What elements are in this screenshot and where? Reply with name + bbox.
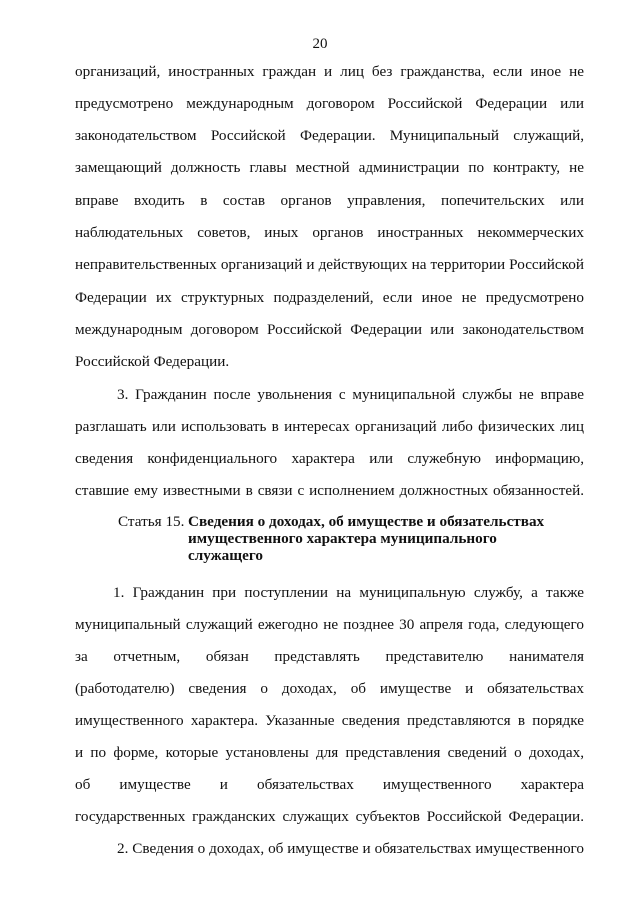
text-line: законодательством Российской Федерации. Муниципальный служащий, bbox=[75, 127, 584, 144]
text-line: сведения конфиденциального характера или служебную информацию, bbox=[75, 450, 584, 467]
text-line: (работодателю) сведения о доходах, об имуществе и обязательствах bbox=[75, 680, 584, 697]
text-line: 3. Гражданин после увольнения с муниципальной службы не вправе bbox=[117, 386, 584, 403]
text-line: неправительственных организаций и действующих на территории Российской bbox=[75, 256, 584, 273]
text-line: Федерации их структурных подразделений, если иное не предусмотрено bbox=[75, 289, 584, 306]
article-number: Статья 15. bbox=[118, 513, 185, 530]
text-line: предусмотрено международным договором Российской Федерации или bbox=[75, 95, 584, 112]
text-line: Российской Федерации. bbox=[75, 353, 230, 370]
text-line: разглашать или использовать в интересах организаций либо физических лиц bbox=[75, 418, 584, 435]
article-title bbox=[188, 513, 588, 564]
text-line: за отчетным, обязан представлять представителю нанимателя bbox=[75, 648, 584, 665]
text-line: 2. Сведения о доходах, об имуществе и обязательствах имущественного bbox=[117, 840, 584, 857]
text-line: организаций, иностранных граждан и лиц без гражданства, если иное не bbox=[75, 63, 584, 80]
text-line: международным договором Российской Федерации или законодательством bbox=[75, 321, 584, 338]
text-line: и по форме, которые установлены для представления сведений о доходах, bbox=[75, 744, 584, 761]
text-line: вправе входить в состав органов управления, попечительских или bbox=[75, 192, 584, 209]
text-line: замещающий должность главы местной администрации по контракту, не bbox=[75, 159, 584, 176]
text-line: об имуществе и обязательствах имущественного характера bbox=[75, 776, 584, 793]
text-line: наблюдательных советов, иных органов иностранных некоммерческих bbox=[75, 224, 584, 241]
text-line: муниципальный служащий ежегодно не позднее 30 апреля года, следующего bbox=[75, 616, 584, 633]
text-line: имущественного характера. Указанные сведения представляются в порядке bbox=[75, 712, 584, 729]
text-line: ставшие ему известными в связи с исполнением должностных обязанностей. bbox=[75, 482, 584, 499]
article-title-line: Сведения о доходах, об имуществе и обязательствах bbox=[188, 513, 545, 530]
text-line: государственных гражданских служащих субъектов Российской Федерации. bbox=[75, 808, 584, 825]
text-line: 1. Гражданин при поступлении на муниципальную службу, а также bbox=[113, 584, 584, 601]
article-title-line: служащего bbox=[188, 547, 263, 564]
article-title-line: имущественного характера муниципального bbox=[188, 530, 497, 547]
page-number: 20 bbox=[312, 36, 328, 52]
